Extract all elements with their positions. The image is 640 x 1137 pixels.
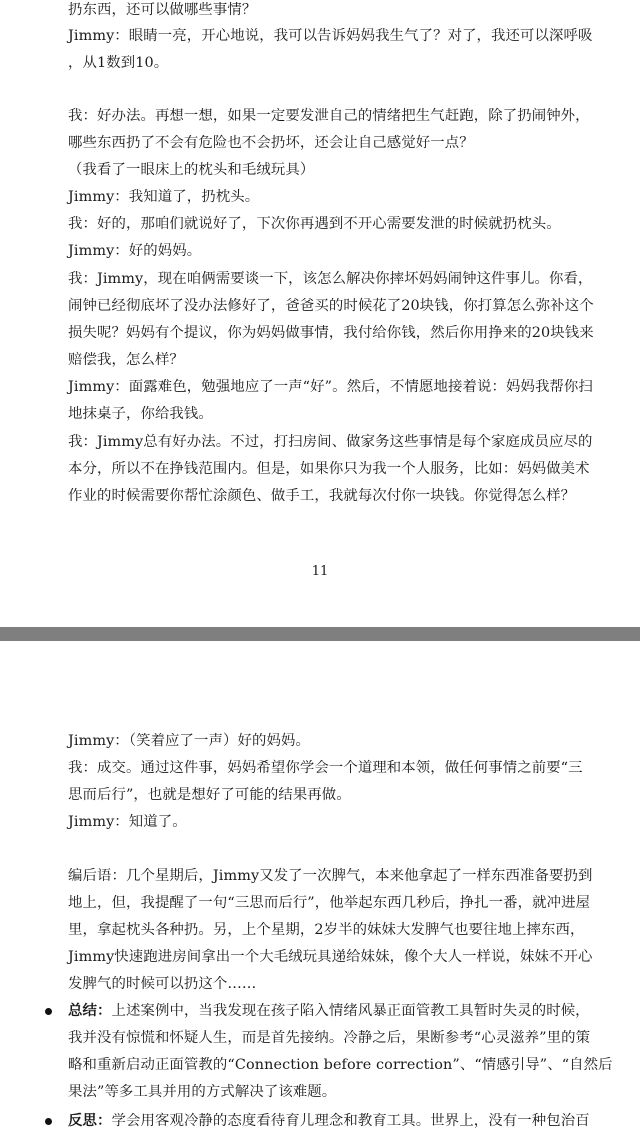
bullet-text: 学会用客观冷静的态度看待育儿理念和教育工具。世界上，没有一种包治百 <box>111 1113 590 1129</box>
text-line: 扔东西，还可以做哪些事情？ <box>68 2 257 18</box>
text-line: （我看了一眼床上的枕头和毛绒玩具） <box>68 162 315 178</box>
bullet-summary-line <box>68 1001 590 1021</box>
text-line: 里，拿起枕头各种扔。另，上个星期，2岁半的妹妹大发脾气也要往地上摔东西， <box>68 922 585 938</box>
text-line: 损失呢？妈妈有个提议，你为妈妈做事情，我付给你钱，然后你用挣来的20块钱来 <box>68 325 594 341</box>
text-line: Jimmy：（笑着应了一声）好的妈妈。 <box>68 733 310 749</box>
bullet-dot <box>45 1008 52 1015</box>
text-line: Jimmy：好的妈妈。 <box>68 243 202 259</box>
text-line: 我：Jimmy，现在咱俩需要谈一下，该怎么解决你摔坏妈妈闹钟这件事儿。你看， <box>68 271 593 287</box>
text-line: 闹钟已经彻底坏了没办法修好了，爸爸买的时候花了20块钱，你打算怎么弥补这个 <box>68 298 594 314</box>
bullet-reflection-line <box>68 1111 590 1131</box>
bullet-label: 反思： <box>68 1112 112 1129</box>
text-line: 编后语：几个星期后，Jimmy又发了一次脾气，本来他拿起了一样东西准备要扔到 <box>68 868 593 884</box>
text-line: 作业的时候需要你帮忙涂颜色、做手工，我就每次付你一块钱。你觉得怎么样？ <box>68 488 576 504</box>
page-number: 11 <box>311 564 329 579</box>
text-line: 我并没有惊慌和怀疑人生，而是首先接纳。冷静之后，果断参考“心灵滋养”里的策 <box>68 1030 591 1046</box>
text-line: 果法”等多工具并用的方式解决了该难题。 <box>68 1084 337 1100</box>
text-line: Jimmy：眼睛一亮，开心地说，我可以告诉妈妈我生气了？对了，我还可以深呼吸 <box>68 28 593 44</box>
text-line: 我：Jimmy总有好办法。不过，打扫房间、做家务这些事情是每个家庭成员应尽的 <box>68 434 593 450</box>
text-line: 本分，所以不在挣钱范围内。但是，如果你只为我一个人服务，比如：妈妈做美术 <box>68 461 590 477</box>
document-page-12 <box>0 641 640 1137</box>
text-line: 地抹桌子，你给我钱。 <box>68 406 213 422</box>
text-line: 我：好的，那咱们就说好了，下次你再遇到不开心需要发泄的时候就扔枕头。 <box>68 216 561 232</box>
text-line: Jimmy：我知道了，扔枕头。 <box>68 189 260 205</box>
text-line: 赔偿我，怎么样？ <box>68 352 184 368</box>
bullet-dot <box>45 1118 52 1125</box>
text-line: 地上，但，我提醒了一句“三思而后行”，他举起东西几秒后，挣扎一番，就冲进屋 <box>68 895 591 911</box>
text-line: 我：成交。通过这件事，妈妈希望你学会一个道理和本领，做任何事情之前要“三 <box>68 760 583 776</box>
text-line: Jimmy：知道了。 <box>68 814 187 830</box>
text-line: 思而后行”，也就是想好了可能的结果再做。 <box>68 787 351 803</box>
bullet-label: 总结： <box>68 1002 112 1019</box>
text-line: 哪些东西扔了不会有危险也不会扔坏，还会让自己感觉好一点？ <box>68 135 474 151</box>
text-line: ，从1数到10。 <box>68 55 169 71</box>
text-line: 发脾气的时候可以扔这个…… <box>68 976 257 992</box>
text-line: 我：好办法。再想一想，如果一定要发泄自己的情绪把生气赶跑，除了扔闹钟外， <box>68 108 590 124</box>
bullet-text: 上述案例中，当我发现在孩子陷入情绪风暴正面管教工具暂时失灵的时候， <box>111 1003 590 1019</box>
text-line: 略和重新启动正面管教的“Connection before correction”、“情感引导”、“自然后 <box>68 1057 613 1073</box>
page-separator <box>0 627 640 641</box>
text-line: Jimmy：面露难色，勉强地应了一声“好”。然后，不情愿地接着说：妈妈我帮你扫 <box>68 379 593 395</box>
text-line: Jimmy快速跑进房间拿出一个大毛绒玩具递给妹妹，像个大人一样说，妹妹不开心 <box>68 949 593 965</box>
